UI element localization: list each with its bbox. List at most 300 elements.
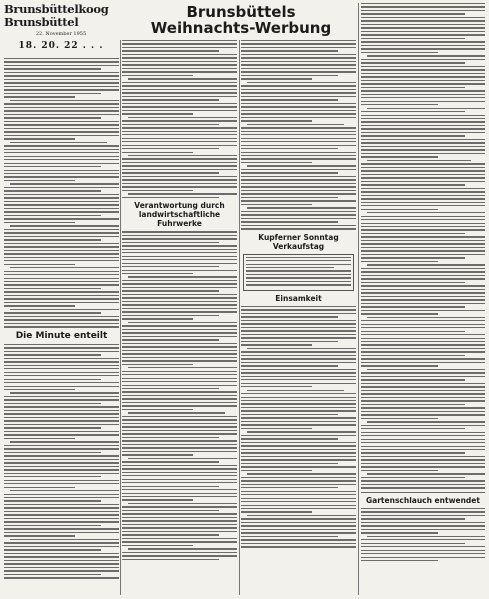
text-line [4, 302, 119, 303]
text-line [10, 392, 119, 393]
text-line [241, 313, 356, 314]
text-line [247, 207, 356, 208]
article-body-lines [122, 40, 237, 198]
text-line [122, 506, 237, 507]
text-line [361, 543, 465, 544]
text-line [4, 253, 119, 254]
masthead-date: 22. November 1955 [35, 31, 87, 37]
text-line [361, 139, 485, 140]
article-body-lines [361, 508, 485, 562]
text-line [4, 372, 119, 373]
text-line [361, 115, 485, 116]
text-line [361, 156, 438, 157]
text-line [361, 334, 485, 335]
text-line [241, 152, 356, 153]
text-line [4, 403, 101, 404]
text-line [241, 43, 356, 44]
text-line [241, 211, 356, 212]
divider [361, 492, 485, 493]
text-line [361, 320, 485, 321]
text-line [361, 271, 485, 272]
text-line [4, 138, 75, 139]
text-line [361, 463, 485, 464]
text-line [4, 145, 119, 146]
text-line [241, 372, 356, 373]
text-line [4, 260, 119, 261]
text-line [4, 316, 119, 317]
text-line [361, 3, 485, 4]
text-line [361, 303, 485, 304]
text-line [10, 539, 119, 540]
text-line [241, 183, 356, 184]
text-line [361, 466, 485, 467]
text-line [361, 487, 485, 488]
text-line [4, 281, 119, 282]
text-line [4, 431, 119, 432]
text-line [122, 190, 193, 191]
text-line [122, 527, 237, 528]
text-line [122, 339, 219, 340]
text-line [361, 188, 485, 189]
text-line [241, 218, 356, 219]
text-line [241, 337, 356, 338]
text-line [4, 567, 119, 568]
text-line [122, 395, 237, 396]
text-line [4, 180, 75, 181]
text-line [128, 117, 237, 118]
text-line [241, 89, 356, 90]
text-line [122, 524, 237, 525]
text-line [122, 499, 193, 500]
text-line [361, 59, 485, 60]
text-line [361, 338, 485, 339]
text-line [122, 391, 237, 392]
text-line [4, 323, 119, 324]
text-line [246, 281, 351, 282]
text-line [122, 301, 237, 302]
text-line [241, 54, 356, 55]
text-line [128, 367, 237, 368]
text-line [4, 560, 119, 561]
text-line [122, 398, 237, 399]
text-line [241, 306, 356, 307]
text-line [122, 106, 237, 107]
text-line [4, 396, 119, 397]
text-line [4, 518, 119, 519]
boxed-notice [243, 254, 354, 291]
text-line [4, 284, 119, 285]
text-line [247, 515, 356, 516]
text-line [361, 296, 485, 297]
text-line [241, 99, 338, 100]
text-line [122, 179, 237, 180]
text-line [10, 142, 107, 143]
text-line [361, 45, 485, 46]
text-line [122, 252, 237, 253]
text-line [122, 57, 237, 58]
text-line [361, 324, 485, 325]
text-line [122, 238, 237, 239]
text-line [361, 383, 485, 384]
text-line [361, 153, 485, 154]
text-line [241, 169, 356, 170]
section-heading-einsamkeit: Einsamkeit [275, 293, 322, 303]
text-line [367, 55, 485, 56]
text-line [361, 41, 485, 42]
text-line [367, 264, 485, 265]
text-line [122, 43, 237, 44]
text-line [241, 463, 338, 464]
text-line [4, 382, 119, 383]
text-line [241, 204, 312, 205]
text-line [361, 121, 485, 122]
text-line [4, 368, 119, 369]
text-line [361, 83, 485, 84]
text-line [4, 358, 119, 359]
text-line [4, 347, 119, 348]
text-line [241, 131, 356, 132]
text-line [4, 455, 119, 456]
text-line [361, 411, 485, 412]
text-line [122, 176, 237, 177]
text-line [122, 75, 193, 76]
text-line [241, 162, 312, 163]
text-line [4, 110, 119, 111]
text-line [122, 50, 219, 51]
text-line [361, 90, 485, 91]
text-line [4, 149, 119, 150]
text-line [122, 304, 237, 305]
text-line [361, 87, 465, 88]
text-line [4, 291, 119, 292]
masthead-brunsbuettelkoog: Brunsbüttelkoog [4, 2, 109, 16]
text-line [4, 494, 119, 495]
text-line [241, 522, 356, 523]
text-line [122, 409, 193, 410]
text-line [361, 219, 485, 220]
text-line [4, 462, 119, 463]
column-4 [361, 3, 485, 594]
text-line [4, 497, 119, 498]
text-line [241, 176, 356, 177]
text-line [4, 525, 101, 526]
text-line [4, 389, 75, 390]
text-line [4, 201, 119, 202]
text-line [241, 508, 356, 509]
text-line [4, 166, 101, 167]
text-line [241, 477, 356, 478]
text-line [361, 216, 485, 217]
text-line [122, 353, 237, 354]
text-line [122, 465, 237, 466]
text-line [122, 332, 237, 333]
text-line [128, 193, 237, 194]
text-line [122, 235, 237, 236]
text-line [361, 414, 485, 415]
text-line [122, 541, 237, 542]
text-line [4, 190, 101, 191]
text-line [241, 379, 356, 380]
text-line [241, 518, 356, 519]
text-line [4, 194, 119, 195]
text-line [241, 110, 356, 111]
text-line [122, 489, 237, 490]
text-line [4, 82, 119, 83]
text-line [4, 549, 101, 550]
headline-line-2: Weihnachts-Werbung [150, 19, 332, 37]
text-line [122, 92, 237, 93]
text-line [241, 186, 356, 187]
column-3 [241, 40, 356, 594]
text-line [4, 556, 119, 557]
text-line [122, 479, 237, 480]
article-body-lines [4, 58, 119, 328]
text-line [361, 6, 485, 7]
text-line [122, 259, 237, 260]
text-line [122, 520, 237, 521]
text-line [361, 331, 465, 332]
text-line [241, 330, 356, 331]
text-line [4, 427, 101, 428]
text-line [122, 124, 219, 125]
text-line [4, 406, 119, 407]
text-line [361, 550, 485, 551]
text-line [4, 61, 119, 62]
text-line [246, 270, 351, 271]
text-line [4, 386, 119, 387]
column-rule [358, 3, 359, 595]
text-line [241, 197, 338, 198]
text-line [241, 138, 356, 139]
text-line [4, 535, 75, 536]
text-line [122, 496, 237, 497]
text-line [241, 193, 356, 194]
article-body-lines [241, 306, 356, 548]
text-line [241, 200, 356, 201]
text-line [128, 412, 225, 413]
text-line [4, 448, 119, 449]
text-line [241, 410, 356, 411]
text-line [4, 438, 75, 439]
article-body-lines [241, 40, 356, 230]
text-line [122, 437, 219, 438]
text-line [361, 539, 485, 540]
text-line [122, 89, 237, 90]
text-line [122, 423, 237, 424]
text-line [241, 417, 356, 418]
text-line [241, 470, 312, 471]
text-line [247, 390, 344, 391]
text-line [241, 421, 356, 422]
text-line [246, 274, 351, 275]
text-line [122, 350, 237, 351]
text-line [361, 518, 465, 519]
text-line [241, 466, 356, 467]
text-line [361, 435, 485, 436]
text-line [122, 343, 237, 344]
text-line [122, 294, 237, 295]
text-line [241, 158, 356, 159]
text-line [122, 461, 219, 462]
text-line [361, 167, 485, 168]
text-line [241, 529, 356, 530]
text-line [4, 413, 119, 414]
text-line [4, 480, 119, 481]
text-line [4, 574, 101, 575]
text-line [241, 491, 356, 492]
text-line [4, 236, 119, 237]
text-line [4, 424, 119, 425]
text-line [361, 226, 485, 227]
text-line [361, 480, 485, 481]
text-line [4, 570, 119, 571]
text-line [10, 183, 119, 184]
text-line [122, 555, 237, 556]
text-line [361, 261, 438, 262]
text-line [122, 308, 237, 309]
text-line [361, 163, 485, 164]
text-line [4, 504, 119, 505]
text-line [4, 476, 101, 477]
text-line [4, 229, 119, 230]
text-line [361, 233, 465, 234]
text-line [241, 316, 338, 317]
text-line [4, 117, 101, 118]
text-line [361, 529, 485, 530]
text-line [122, 71, 237, 72]
text-line [361, 66, 485, 67]
text-line [4, 163, 119, 164]
text-line [361, 38, 465, 39]
text-line [361, 118, 485, 119]
text-line [361, 341, 485, 342]
text-line [4, 135, 119, 136]
text-line [241, 64, 356, 65]
text-line [122, 280, 237, 281]
text-line [122, 103, 237, 104]
text-line [122, 183, 237, 184]
text-line [122, 451, 237, 452]
text-line [241, 127, 356, 128]
text-line [122, 68, 237, 69]
text-line [4, 351, 119, 352]
text-line [241, 309, 356, 310]
text-line [367, 536, 485, 537]
text-line [4, 187, 119, 188]
text-line [4, 542, 119, 543]
text-line [361, 275, 485, 276]
text-line [4, 271, 119, 272]
text-line [361, 442, 485, 443]
text-line [361, 299, 485, 300]
text-line [241, 428, 312, 429]
text-line [241, 407, 356, 408]
text-line [361, 449, 485, 450]
text-line [361, 365, 438, 366]
text-line [122, 440, 237, 441]
text-line [361, 257, 465, 258]
text-line [361, 285, 485, 286]
text-line [4, 417, 119, 418]
article-body-lines [4, 344, 119, 579]
text-line [10, 225, 119, 226]
text-line [122, 433, 237, 434]
text-line [4, 473, 119, 474]
text-line [361, 432, 485, 433]
text-line [4, 459, 119, 460]
text-line [361, 344, 485, 345]
text-line [4, 239, 101, 240]
text-line [4, 434, 119, 435]
text-line [122, 197, 219, 198]
text-line [4, 197, 119, 198]
text-line [122, 120, 237, 121]
text-line [361, 62, 465, 63]
text-line [4, 264, 75, 265]
text-line [361, 393, 485, 394]
text-line [122, 329, 237, 330]
text-line [247, 431, 356, 432]
text-line [241, 400, 356, 401]
column-rule [120, 40, 121, 595]
text-line [10, 441, 119, 442]
text-line [361, 69, 485, 70]
text-line [241, 445, 356, 446]
text-line [122, 513, 237, 514]
text-line [361, 376, 485, 377]
text-line [361, 195, 485, 196]
text-line [361, 142, 485, 143]
masthead-brunsbuettel: Brunsbüttel [4, 15, 79, 29]
text-line [4, 208, 119, 209]
text-line [122, 61, 237, 62]
text-line [122, 141, 237, 142]
text-line [122, 162, 237, 163]
text-line [361, 111, 465, 112]
text-line [122, 357, 237, 358]
text-line [241, 78, 312, 79]
text-line [247, 165, 356, 166]
text-line [361, 508, 485, 509]
text-line [122, 388, 219, 389]
text-line [361, 477, 465, 478]
text-line [241, 403, 356, 404]
text-line [361, 254, 485, 255]
text-line [241, 61, 356, 62]
text-line [4, 75, 119, 76]
text-line [122, 402, 237, 403]
headline-line-1: Brunsbüttels [186, 3, 296, 21]
text-line [361, 484, 485, 485]
text-line [241, 40, 356, 41]
text-line [4, 243, 119, 244]
text-line [122, 287, 237, 288]
main-headline [128, 4, 354, 36]
text-line [4, 507, 119, 508]
text-line [361, 247, 485, 248]
text-line [241, 442, 356, 443]
text-line [241, 358, 356, 359]
text-line [4, 399, 119, 400]
text-line [122, 486, 219, 487]
text-line [241, 435, 356, 436]
text-line [361, 292, 485, 293]
text-line [361, 170, 485, 171]
text-line [361, 372, 485, 373]
text-line [247, 124, 344, 125]
text-line [361, 132, 485, 133]
text-line [122, 336, 237, 337]
